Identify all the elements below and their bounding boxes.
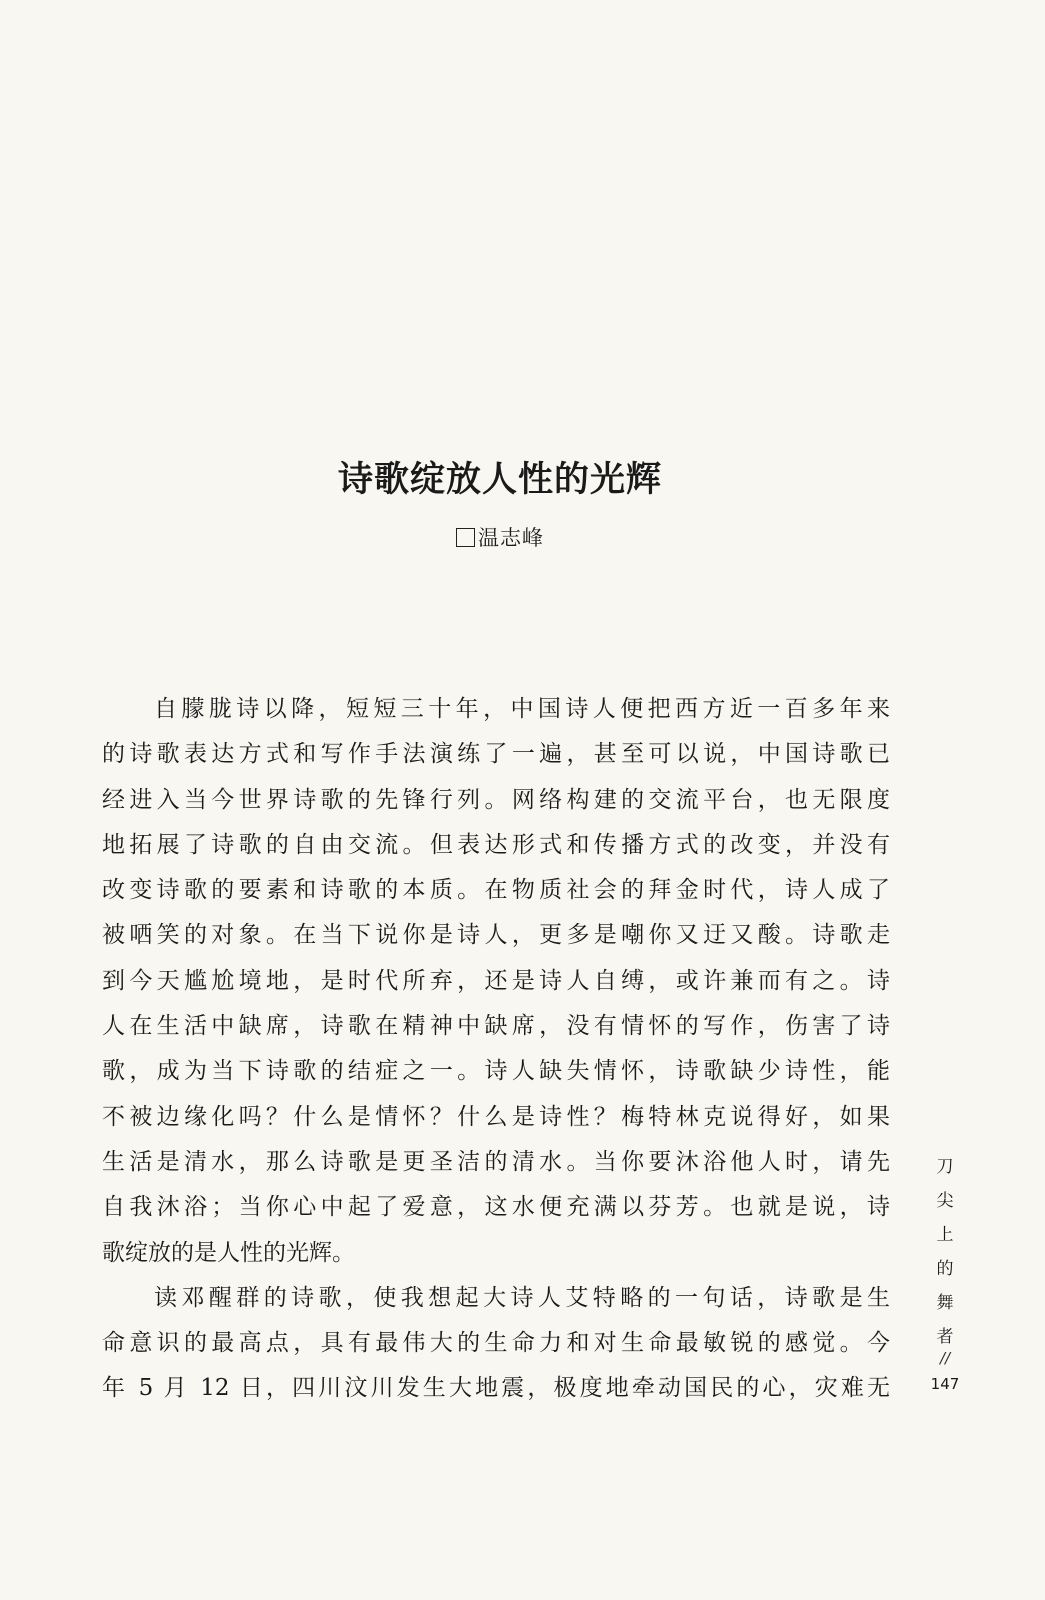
book-title-char: 的 <box>936 1259 954 1279</box>
body-line: 自朦胧诗以降，短短三十年，中国诗人便把西方近一百多年来 <box>154 696 890 722</box>
body-line: 的诗歌表达方式和写作手法演练了一遍，甚至可以说，中国诗歌已 <box>102 741 890 768</box>
running-book-title <box>932 1150 958 1354</box>
body-line: 改变诗歌的要素和诗歌的本质。在物质社会的拜金时代，诗人成了 <box>102 877 890 904</box>
body-line: 被哂笑的对象。在当下说你是诗人，更多是嘲你又迂又酸。诗歌走 <box>102 922 890 949</box>
body-line: 经进入当今世界诗歌的先锋行列。网络构建的交流平台，也无限度 <box>102 786 890 813</box>
book-title-char: 上 <box>936 1225 954 1245</box>
folio-divider-mark: // <box>939 1349 951 1367</box>
book-title-char: 刀 <box>936 1157 954 1177</box>
article-title: 诗歌绽放人性的光辉 <box>337 460 662 500</box>
body-line: 人在生活中缺席，诗歌在精神中缺席，没有情怀的写作，伤害了诗 <box>102 1013 890 1040</box>
author-byline <box>0 522 1000 552</box>
body-line: 不被边缘化吗？什么是情怀？什么是诗性？梅特林克说得好，如果 <box>102 1103 890 1130</box>
body-line: 生活是清水，那么诗歌是更圣洁的清水。当你要沐浴他人时，请先 <box>102 1148 890 1175</box>
body-line: 读邓醒群的诗歌，使我想起大诗人艾特略的一句话，诗歌是生 <box>154 1284 890 1311</box>
body-line: 地拓展了诗歌的自由交流。但表达形式和传播方式的改变，并没有 <box>102 831 890 858</box>
body-line: 歌绽放的是人性的光辉。 <box>102 1239 355 1266</box>
article-body <box>102 687 890 1412</box>
body-line: 自我沐浴；当你心中起了爱意，这水便充满以芬芳。也就是说，诗 <box>102 1194 890 1221</box>
body-line: 到今天尴尬境地，是时代所弃，还是诗人自缚，或许兼而有之。诗 <box>102 967 890 994</box>
body-line: 年 5 月 12 日，四川汶川发生大地震，极度地牵动国民的心，灾难无 <box>102 1375 890 1402</box>
author-name: 温志峰 <box>478 526 544 550</box>
page-number: 147 <box>930 1375 960 1393</box>
byline-box-mark <box>456 528 475 547</box>
body-line: 歌，成为当下诗歌的结症之一。诗人缺失情怀，诗歌缺少诗性，能 <box>102 1058 890 1085</box>
book-title-char: 尖 <box>936 1191 954 1211</box>
book-title-char: 舞 <box>936 1293 954 1313</box>
body-line: 命意识的最高点，具有最伟大的生命力和对生命最敏锐的感觉。今 <box>102 1330 890 1357</box>
book-title-char: 者 <box>936 1327 954 1347</box>
